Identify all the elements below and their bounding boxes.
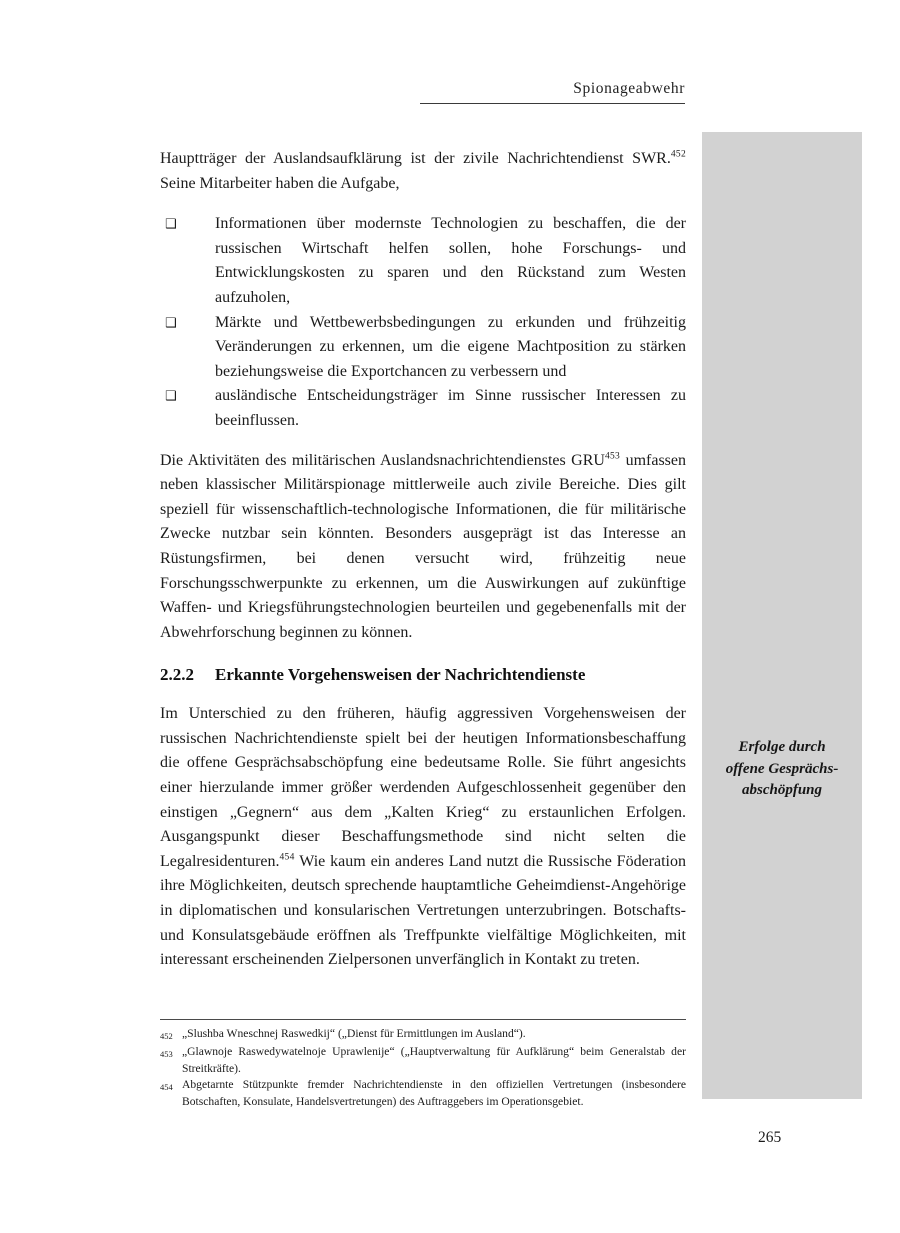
list-item-text: Informationen über modernste Technologien zu beschaffen, die der russischen Wirtschaft helfen sollen, hohe Forschungs- und Entwicklungskosten zu sparen und den Rückstand zum Westen aufzuholen, xyxy=(215,215,686,306)
footnote-ref-454: 454 xyxy=(279,852,295,863)
margin-note-line: abschöpfung xyxy=(741,782,823,798)
list-item xyxy=(160,311,686,385)
paragraph-text: Seine Mitarbeiter haben die Aufgabe, xyxy=(160,174,400,192)
footnote xyxy=(160,1044,686,1077)
paragraph-text: Im Unterschied zu den früheren, häufig aggressiven Vorgehensweisen der russischen Nachrichtendienste spielt bei der heutigen Informationsbeschaffung die offene Gesprächsabschöpfung eine bedeutsame Rolle. Sie führt angesichts einer hierzulande immer größer werdenden Aufgeschlossenheit gegenüber den einstigen „Gegnern“ aus dem „Kalten Krieg“ zu erstaunlichen Erfolgen. Ausgangspunkt dieser Beschaffungsmethode sind nicht selten die Legalresidenturen. xyxy=(160,705,686,870)
list-item-text: ausländische Entscheidungsträger im Sinne russischer Interessen zu beeinflussen. xyxy=(215,387,686,429)
bullet-list xyxy=(160,212,686,433)
running-head: Spionageabwehr xyxy=(573,80,685,97)
paragraph-text: Die Aktivitäten des militärischen Auslandsnachrichtendienstes GRU xyxy=(160,451,605,469)
paragraph-gru xyxy=(160,449,686,646)
paragraph-text: umfassen neben klassischer Militärspionage mittlerweile auch zivile Bereiche. Dies gilt speziell für wissenschaftlich-technologische Informationen, die für militärische Zwecke nutzbar sein könnten. Besonders ausgeprägt ist das Interesse an Rüstungsfirmen, bei denen versucht wird, frühzeitig neue Forschungsschwerpunkte zu erkennen, um die Auswirkungen auf zukünftige Waffen- und Kriegsführungstechnologien beurteilen und gegebenenfalls mit der Abwehrforschung beginnen zu können. xyxy=(160,451,686,641)
footnote-number: 454 xyxy=(160,1082,173,1093)
paragraph-text: Wie kaum ein anderes Land nutzt die Russische Föderation ihre Möglichkeiten, deutsch sprechende hauptamtliche Geheimdienst-Angehörige in diplomatischen und konsularischen Vertretungen unterzubringen. Botschafts- und Konsulatsgebäude eröffnen als Treffpunkte vielfältige Möglichkeiten, mit interessant erscheinenden Zielpersonen unverfänglich in Kontakt zu treten. xyxy=(160,852,686,969)
margin-note xyxy=(704,737,860,802)
running-head-rule xyxy=(420,103,685,104)
footnote-ref-452: 452 xyxy=(670,149,686,160)
list-item xyxy=(160,384,686,433)
paragraph-vorgehensweisen xyxy=(160,702,686,973)
margin-note-line: offene Gesprächs- xyxy=(725,760,839,777)
footnote-number: 452 xyxy=(160,1031,173,1041)
paragraph-intro xyxy=(160,147,686,196)
footnote xyxy=(160,1077,686,1110)
footnote-text: Abgetarnte Stützpunkte fremder Nachrichtendienste in den offiziellen Vertretungen (insbesondere Botschaften, Konsulate, Handelsvertretungen) des Auftraggebers im Operationsgebiet. xyxy=(182,1078,686,1108)
section-title: Erkannte Vorgehensweisen der Nachrichtendienste xyxy=(215,665,586,685)
square-bullet-icon: ❑ xyxy=(165,217,177,233)
page-number: 265 xyxy=(758,1129,782,1146)
margin-column-panel xyxy=(702,132,862,1099)
list-item xyxy=(160,212,686,310)
footnote-number: 453 xyxy=(160,1049,173,1060)
section-number: 2.2.2 xyxy=(160,665,194,685)
square-bullet-icon: ❑ xyxy=(165,389,177,405)
list-item-text: Märkte und Wettbewerbsbedingungen zu erkunden und frühzeitig Veränderungen zu erkennen, um die eigene Machtposition zu stärken beziehungsweise die Exportchancen zu verbessern und xyxy=(215,313,686,380)
footnote-text: „Glawnoje Raswedywatelnoje Uprawlenije“ („Hauptverwaltung für Aufklärung“ beim Generalstab der Streitkräfte). xyxy=(182,1045,686,1075)
footnote-text: „Slushba Wneschnej Raswedkij“ („Dienst für Ermittlungen im Ausland“). xyxy=(182,1027,526,1040)
footnote xyxy=(160,1026,686,1044)
square-bullet-icon: ❑ xyxy=(165,315,177,331)
paragraph-text: Hauptträger der Auslandsaufklärung ist der zivile Nachrichtendienst SWR. xyxy=(160,150,671,167)
section-heading xyxy=(160,665,686,685)
margin-note-line: Erfolge durch xyxy=(738,739,826,755)
main-text-column xyxy=(160,147,686,973)
footnote-ref-453: 453 xyxy=(604,451,621,462)
footnotes-block xyxy=(160,1019,686,1110)
